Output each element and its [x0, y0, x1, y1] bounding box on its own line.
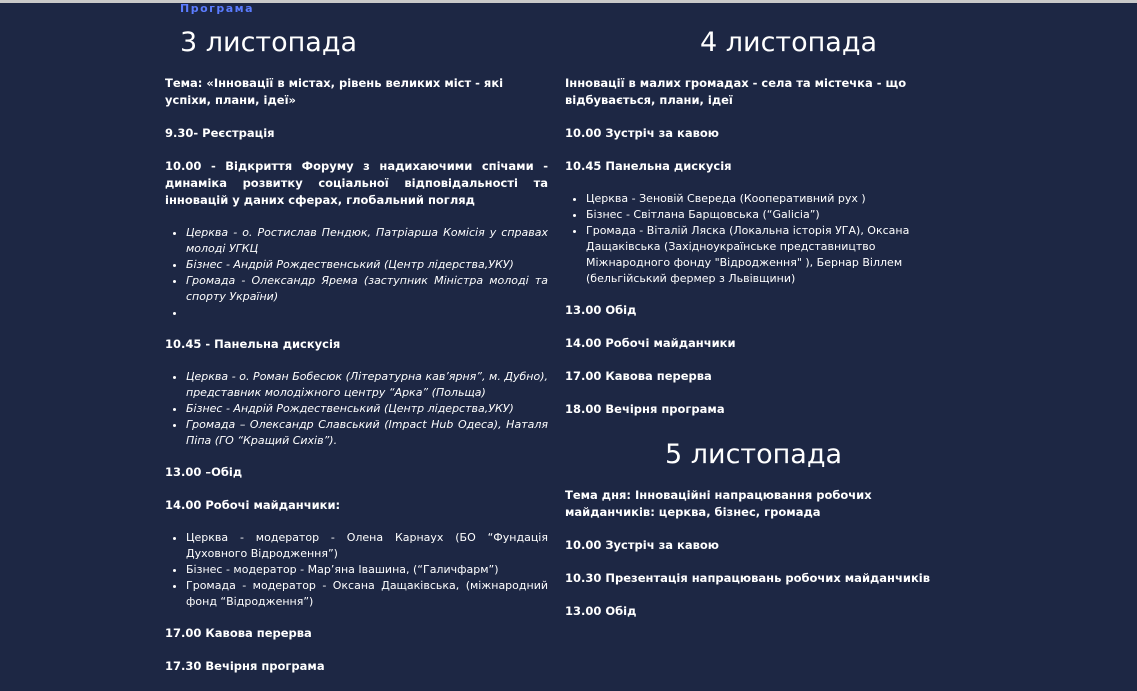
schedule-item-coffee-meet: 10.00 Зустріч за кавою	[565, 538, 719, 552]
list-item: • Бізнес - Андрій Рождественський (Центр лідерства,УКУ)	[186, 257, 548, 273]
panelists-list	[565, 191, 955, 287]
list-item: • Громада - Олександр Ярема (заступник Міністра молоді та спорту України)	[186, 273, 548, 305]
top-border	[0, 0, 1137, 3]
schedule-item-workshops: 14.00 Робочі майданчики:	[165, 498, 341, 512]
schedule-item-opening: 10.00 - Відкриття Форуму з надихаючими спічами - динаміка розвитку соціальної відповідальності та інновацій у даних сферах, глобальний погляд	[165, 159, 548, 207]
day-heading: 3 листопада	[180, 27, 358, 58]
day-3-november-column	[165, 26, 548, 691]
day-heading: 4 листопада	[700, 27, 878, 58]
schedule-item-coffee-meet: 10.00 Зустріч за кавою	[565, 126, 719, 140]
schedule-item-lunch: 13.00 –Обід	[165, 465, 243, 479]
schedule-item-registration: 9.30- Реєстрація	[165, 126, 275, 140]
moderators-list	[165, 530, 548, 610]
schedule-item-panel: 10.45 - Панельна дискусія	[165, 337, 341, 351]
day-theme: Інновації в малих громадах - села та містечка - що відбувається, плани, ідеї	[565, 76, 907, 107]
schedule-item-lunch: 13.00 Обід	[565, 604, 637, 618]
nav-program-link[interactable]: Програма	[180, 2, 255, 15]
list-item: • Церква - Зеновій Свереда (Кооперативний рух )	[586, 191, 955, 207]
list-item: • Бізнес - модератор - Мар’яна Івашина, (“Галичфарм”)	[186, 562, 548, 578]
list-item: • Бізнес - Світлана Барщовська (“Galicia”)	[586, 207, 955, 223]
day-4-november-column	[565, 26, 955, 636]
schedule-item-evening: 17.30 Вечірня програма	[165, 659, 325, 673]
day-theme: Тема дня: Інноваційні напрацювання робочих майданчиків: церква, бізнес, громада	[565, 488, 872, 519]
schedule-item-presentation: 10.30 Презентація напрацювань робочих майданчиків	[565, 571, 930, 585]
list-item: • Бізнес - Андрій Рождественський (Центр лідерства,УКУ)	[186, 401, 548, 417]
schedule-item-workshops: 14.00 Робочі майданчики	[565, 336, 736, 350]
list-item: • Церква - модератор - Олена Карнаух (БО “Фундація Духовного Відродження”)	[186, 530, 548, 562]
list-item: • Громада - Віталій Ляска (Локальна історія УГА), Оксана Дащаківська (Західноукраїнське представництво Міжнародного фонду "Відродження" ), Бернар Віллем (бельгійський фермер з Львівщини)	[586, 223, 955, 287]
list-item: • Церква - о. Роман Бобесюк (Літературна кав’ярня”, м. Дубно), представник молодіжного центру “Арка” (Польща)	[186, 369, 548, 401]
schedule-item-evening: 18.00 Вечірня програма	[565, 402, 725, 416]
day-5-november-section	[565, 438, 955, 620]
schedule-item-panel: 10.45 Панельна дискусія	[565, 159, 732, 173]
panelists-list	[165, 369, 548, 449]
day-heading: 5 листопада	[665, 439, 843, 470]
speakers-list	[165, 225, 548, 321]
list-item: • Громада – Олександр Славський (Impact Hub Одеса), Наталя Піпа (ГО “Кращий Сихів”).	[186, 417, 548, 449]
schedule-item-lunch: 13.00 Обід	[565, 303, 637, 317]
list-item: • Церква - о. Ростислав Пендюк, Патріарша Комісія у справах молоді УГКЦ	[186, 225, 548, 257]
day-theme: Тема: «Інновації в містах, рівень великих міст - які успіхи, плани, ідеї»	[165, 76, 504, 107]
schedule-item-coffee: 17.00 Кавова перерва	[165, 626, 312, 640]
list-item	[186, 305, 548, 321]
list-item: • Громада - модератор - Оксана Дащаківська, (міжнародний фонд “Відродження”)	[186, 578, 548, 610]
schedule-item-coffee: 17.00 Кавова перерва	[565, 369, 712, 383]
